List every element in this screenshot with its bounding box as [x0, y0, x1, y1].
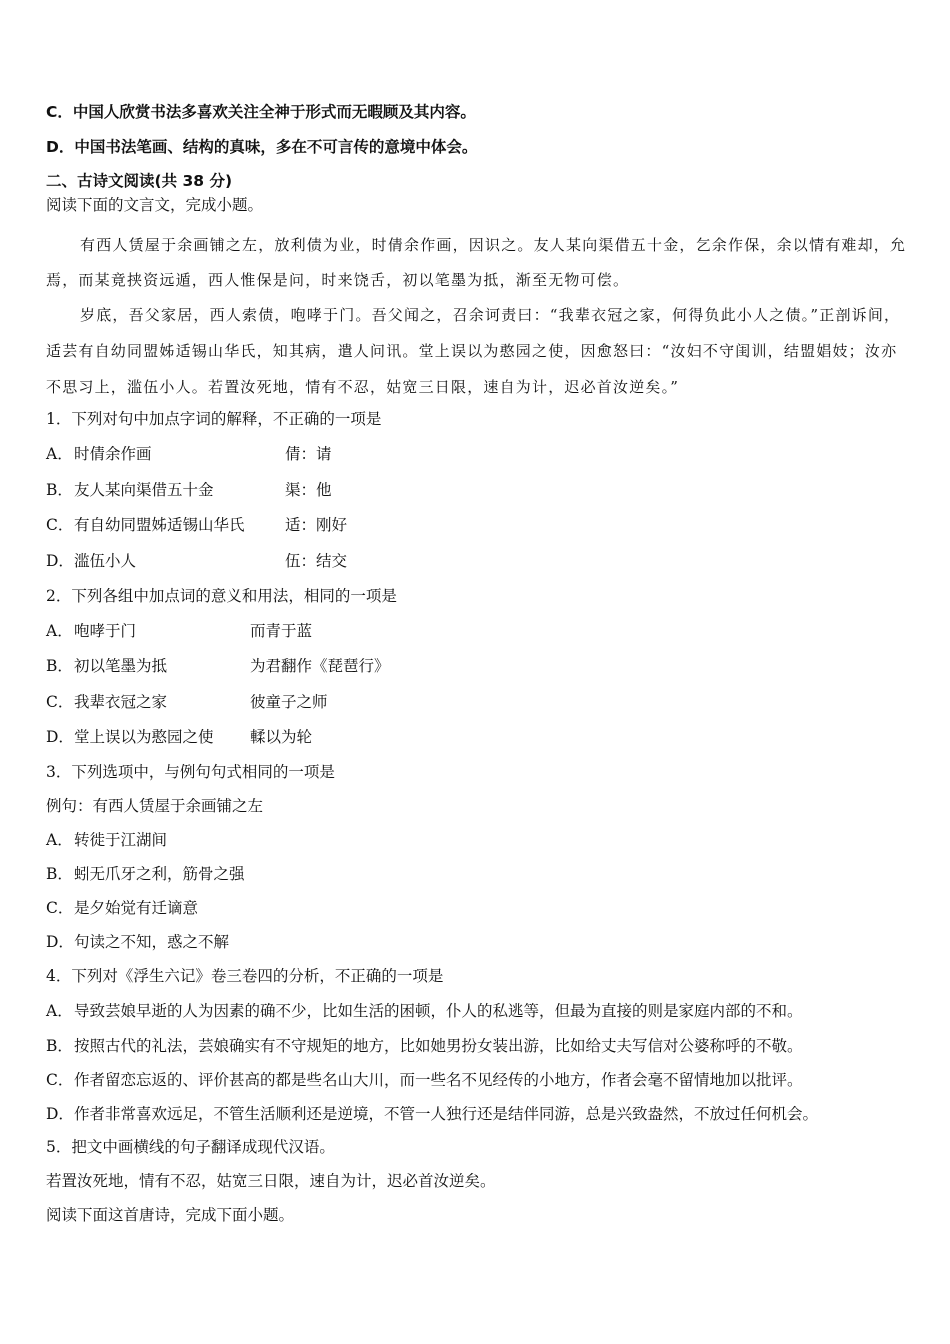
- option-label: B．: [46, 657, 73, 675]
- q5-sentence: 若置汝死地，情有不忍，姑宽三日限，速自为计，迟必首汝逆矣。: [46, 1172, 496, 1190]
- q3-option-a: [46, 830, 167, 850]
- option-d-top: D．中国书法笔画、结构的真味，多在不可言传的意境中体会。: [46, 138, 478, 156]
- option-label: D．: [46, 552, 74, 570]
- option-label: D．: [46, 933, 74, 951]
- option-text: 堂上误以为憨园之使: [74, 728, 214, 746]
- option-text: 初以笔墨为抵: [74, 657, 168, 675]
- option-label: B．: [46, 1037, 73, 1055]
- option-gloss: 倩：请: [285, 445, 332, 463]
- passage-paragraph-2: 岁底，吾父家居，西人索债，咆哮于门。吾父闻之，召余诃责曰：“我辈衣冠之家，何得负此小人之债。”正剖诉间，适芸有自幼同盟姊适锡山华氏，知其病，遣人问讯。堂上误以为憨园之使，因愈怒曰：“汝妇不守闺训，结盟娼妓；汝亦不思习上，滥伍小人。若置汝死地，情有不忍，姑宽三日限，速自为计，迟必首汝逆矣。”: [46, 306, 901, 396]
- option-c-top: C．中国人欣赏书法多喜欢关注全神于形式而无暇顾及其内容。: [46, 103, 476, 121]
- q3-option-b: [46, 864, 245, 884]
- q4-stem: 4．下列对《浮生六记》卷三卷四的分析，不正确的一项是: [46, 967, 444, 985]
- option-text: 作者留恋忘返的、评价甚高的都是些名山大川，而一些名不见经传的小地方，作者会毫不留情地加以批评。: [74, 1071, 803, 1089]
- option-text: 时倩余作画: [74, 445, 152, 463]
- option-text: 友人某向渠借五十金: [74, 481, 214, 499]
- option-label: B．: [46, 481, 73, 499]
- option-gloss: 渠：他: [285, 481, 332, 499]
- q1-option-b: [46, 480, 332, 500]
- option-text: 导致芸娘早逝的人为因素的确不少，比如生活的困顿，仆人的私逃等，但最为直接的则是家庭内部的不和。: [74, 1002, 803, 1020]
- footer-instruction: 阅读下面这首唐诗，完成下面小题。: [46, 1206, 295, 1224]
- option-gloss: 而青于蓝: [250, 622, 313, 640]
- q2-option-c: [46, 692, 328, 712]
- option-text: 转徙于江湖间: [74, 831, 168, 849]
- section-instruction: 阅读下面的文言文，完成小题。: [46, 196, 264, 214]
- q2-stem: 2．下列各组中加点词的意义和用法，相同的一项是: [46, 587, 397, 605]
- option-text: 咆哮于门: [74, 622, 137, 640]
- q1-option-a: [46, 444, 332, 464]
- option-label: A．: [46, 1002, 73, 1020]
- option-gloss: 为君翻作《琵琶行》: [250, 657, 390, 675]
- option-label: A．: [46, 445, 73, 463]
- q4-option-b: [46, 1036, 803, 1056]
- option-label: D．: [46, 728, 74, 746]
- option-gloss: 伍：结交: [285, 552, 348, 570]
- option-text: 按照古代的礼法，芸娘确实有不守规矩的地方，比如她男扮女装出游，比如给丈夫写信对公婆称呼的不敬。: [74, 1037, 803, 1055]
- option-text: 滥伍小人: [74, 552, 137, 570]
- option-text: 我辈衣冠之家: [74, 693, 168, 711]
- option-label: D．: [46, 1105, 74, 1123]
- option-gloss: 适：刚好: [285, 516, 348, 534]
- q3-option-c: [46, 898, 198, 918]
- option-label: C．: [46, 516, 74, 534]
- q1-option-c: [46, 515, 347, 535]
- q3-option-d: [46, 932, 229, 952]
- q3-example: 例句：有西人赁屋于余画铺之左: [46, 797, 264, 815]
- option-label: C．: [46, 693, 74, 711]
- q4-option-a: [46, 1001, 803, 1021]
- section-title: 二、古诗文阅读(共 38 分): [46, 172, 233, 190]
- option-label: C．: [46, 1071, 74, 1089]
- option-text: 有自幼同盟姊适锡山华氏: [74, 516, 245, 534]
- option-text: 句读之不知，惑之不解: [74, 933, 230, 951]
- q4-option-d: [46, 1104, 818, 1124]
- q4-option-c: [46, 1070, 803, 1090]
- option-gloss: 彼童子之师: [250, 693, 328, 711]
- q3-stem: 3．下列选项中，与例句句式相同的一项是: [46, 763, 335, 781]
- option-label: B．: [46, 865, 73, 883]
- option-text: 是夕始觉有迁谪意: [74, 899, 199, 917]
- option-label: A．: [46, 831, 73, 849]
- option-text: 蚓无爪牙之利，筋骨之强: [74, 865, 245, 883]
- q2-option-a: [46, 621, 312, 641]
- q5-stem: 5．把文中画横线的句子翻译成现代汉语。: [46, 1138, 335, 1156]
- q1-option-d: [46, 551, 347, 571]
- option-gloss: 輮以为轮: [250, 728, 313, 746]
- option-label: A．: [46, 622, 73, 640]
- q2-option-d: [46, 727, 312, 747]
- q1-stem: 1．下列对句中加点字词的解释，不正确的一项是: [46, 410, 382, 428]
- option-label: C．: [46, 899, 74, 917]
- q2-option-b: [46, 656, 390, 676]
- option-text: 作者非常喜欢远足，不管生活顺利还是逆境，不管一人独行还是结伴同游，总是兴致盎然，不放过任何机会。: [74, 1105, 819, 1123]
- passage-paragraph-1: 有西人赁屋于余画铺之左，放利债为业，时倩余作画，因识之。友人某向渠借五十金，乞余作保，余以情有难却，允焉，而某竟挟资远遁，西人惟保是问，时来饶舌，初以笔墨为抵，渐至无物可偿。: [46, 236, 907, 289]
